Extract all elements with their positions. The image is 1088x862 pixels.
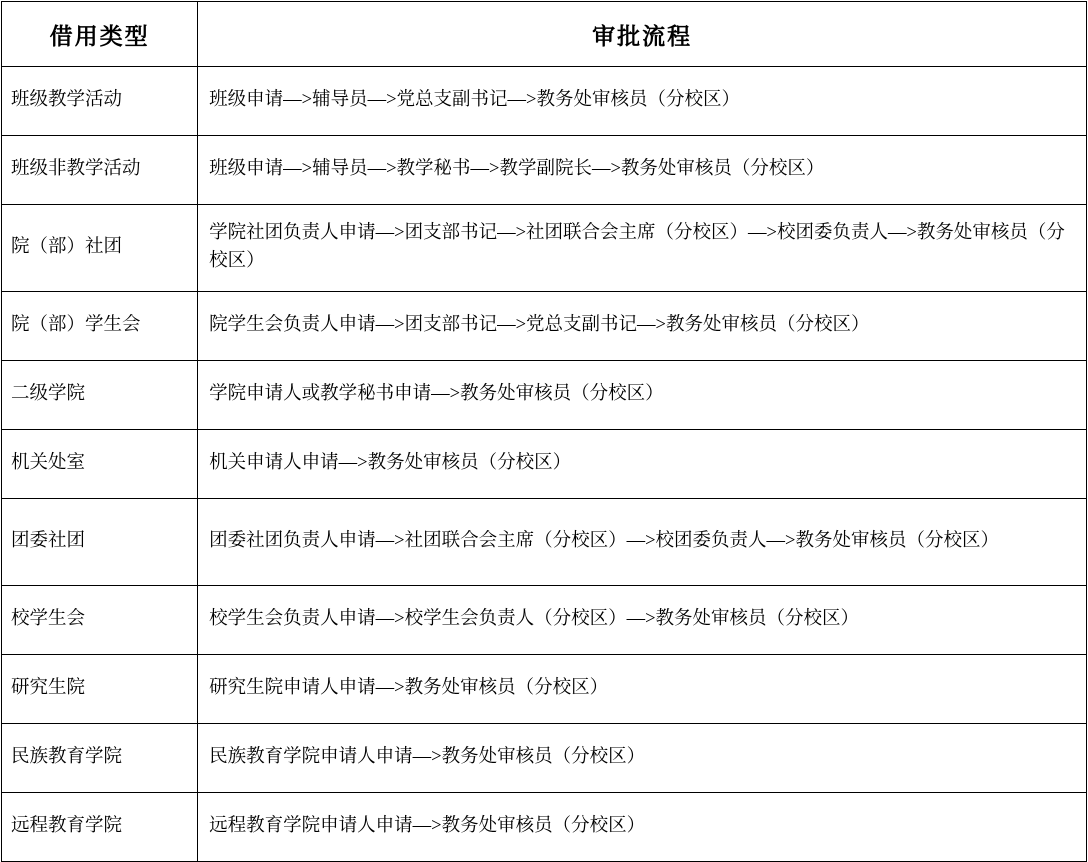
table-row (2, 430, 1087, 499)
cell-approval-flow: 民族教育学院申请人申请—>教务处审核员（分校区） (198, 724, 1087, 793)
cell-borrow-type: 院（部）社团 (2, 205, 198, 292)
cell-borrow-type: 校学生会 (2, 586, 198, 655)
cell-approval-flow: 机关申请人申请—>教务处审核员（分校区） (198, 430, 1087, 499)
cell-approval-flow: 班级申请—>辅导员—>教学秘书—>教学副院长—>教务处审核员（分校区） (198, 136, 1087, 205)
table-row (2, 655, 1087, 724)
column-header-flow: 审批流程 (198, 2, 1087, 67)
cell-borrow-type: 班级非教学活动 (2, 136, 198, 205)
table-row (2, 205, 1087, 292)
table-row (2, 793, 1087, 862)
cell-borrow-type: 远程教育学院 (2, 793, 198, 862)
table-row (2, 292, 1087, 361)
table-row (2, 136, 1087, 205)
cell-borrow-type: 民族教育学院 (2, 724, 198, 793)
cell-approval-flow: 团委社团负责人申请—>社团联合会主席（分校区）—>校团委负责人—>教务处审核员（分校区） (198, 499, 1087, 586)
table-row (2, 67, 1087, 136)
cell-approval-flow: 院学生会负责人申请—>团支部书记—>党总支副书记—>教务处审核员（分校区） (198, 292, 1087, 361)
cell-approval-flow: 学院申请人或教学秘书申请—>教务处审核员（分校区） (198, 361, 1087, 430)
column-header-type: 借用类型 (2, 2, 198, 67)
cell-approval-flow: 远程教育学院申请人申请—>教务处审核员（分校区） (198, 793, 1087, 862)
cell-approval-flow: 学院社团负责人申请—>团支部书记—>社团联合会主席（分校区）—>校团委负责人—>教务处审核员（分校区） (198, 205, 1087, 292)
table-row (2, 361, 1087, 430)
table-row (2, 724, 1087, 793)
cell-borrow-type: 研究生院 (2, 655, 198, 724)
cell-approval-flow: 校学生会负责人申请—>校学生会负责人（分校区）—>教务处审核员（分校区） (198, 586, 1087, 655)
table-body (2, 67, 1087, 862)
cell-borrow-type: 团委社团 (2, 499, 198, 586)
table-row (2, 499, 1087, 586)
table-header-row (2, 2, 1087, 67)
cell-approval-flow: 研究生院申请人申请—>教务处审核员（分校区） (198, 655, 1087, 724)
document-page (0, 1, 1088, 837)
cell-borrow-type: 二级学院 (2, 361, 198, 430)
table-header (2, 2, 1087, 67)
cell-approval-flow: 班级申请—>辅导员—>党总支副书记—>教务处审核员（分校区） (198, 67, 1087, 136)
cell-borrow-type: 机关处室 (2, 430, 198, 499)
table-row (2, 586, 1087, 655)
cell-borrow-type: 班级教学活动 (2, 67, 198, 136)
cell-borrow-type: 院（部）学生会 (2, 292, 198, 361)
approval-process-table (1, 1, 1087, 862)
